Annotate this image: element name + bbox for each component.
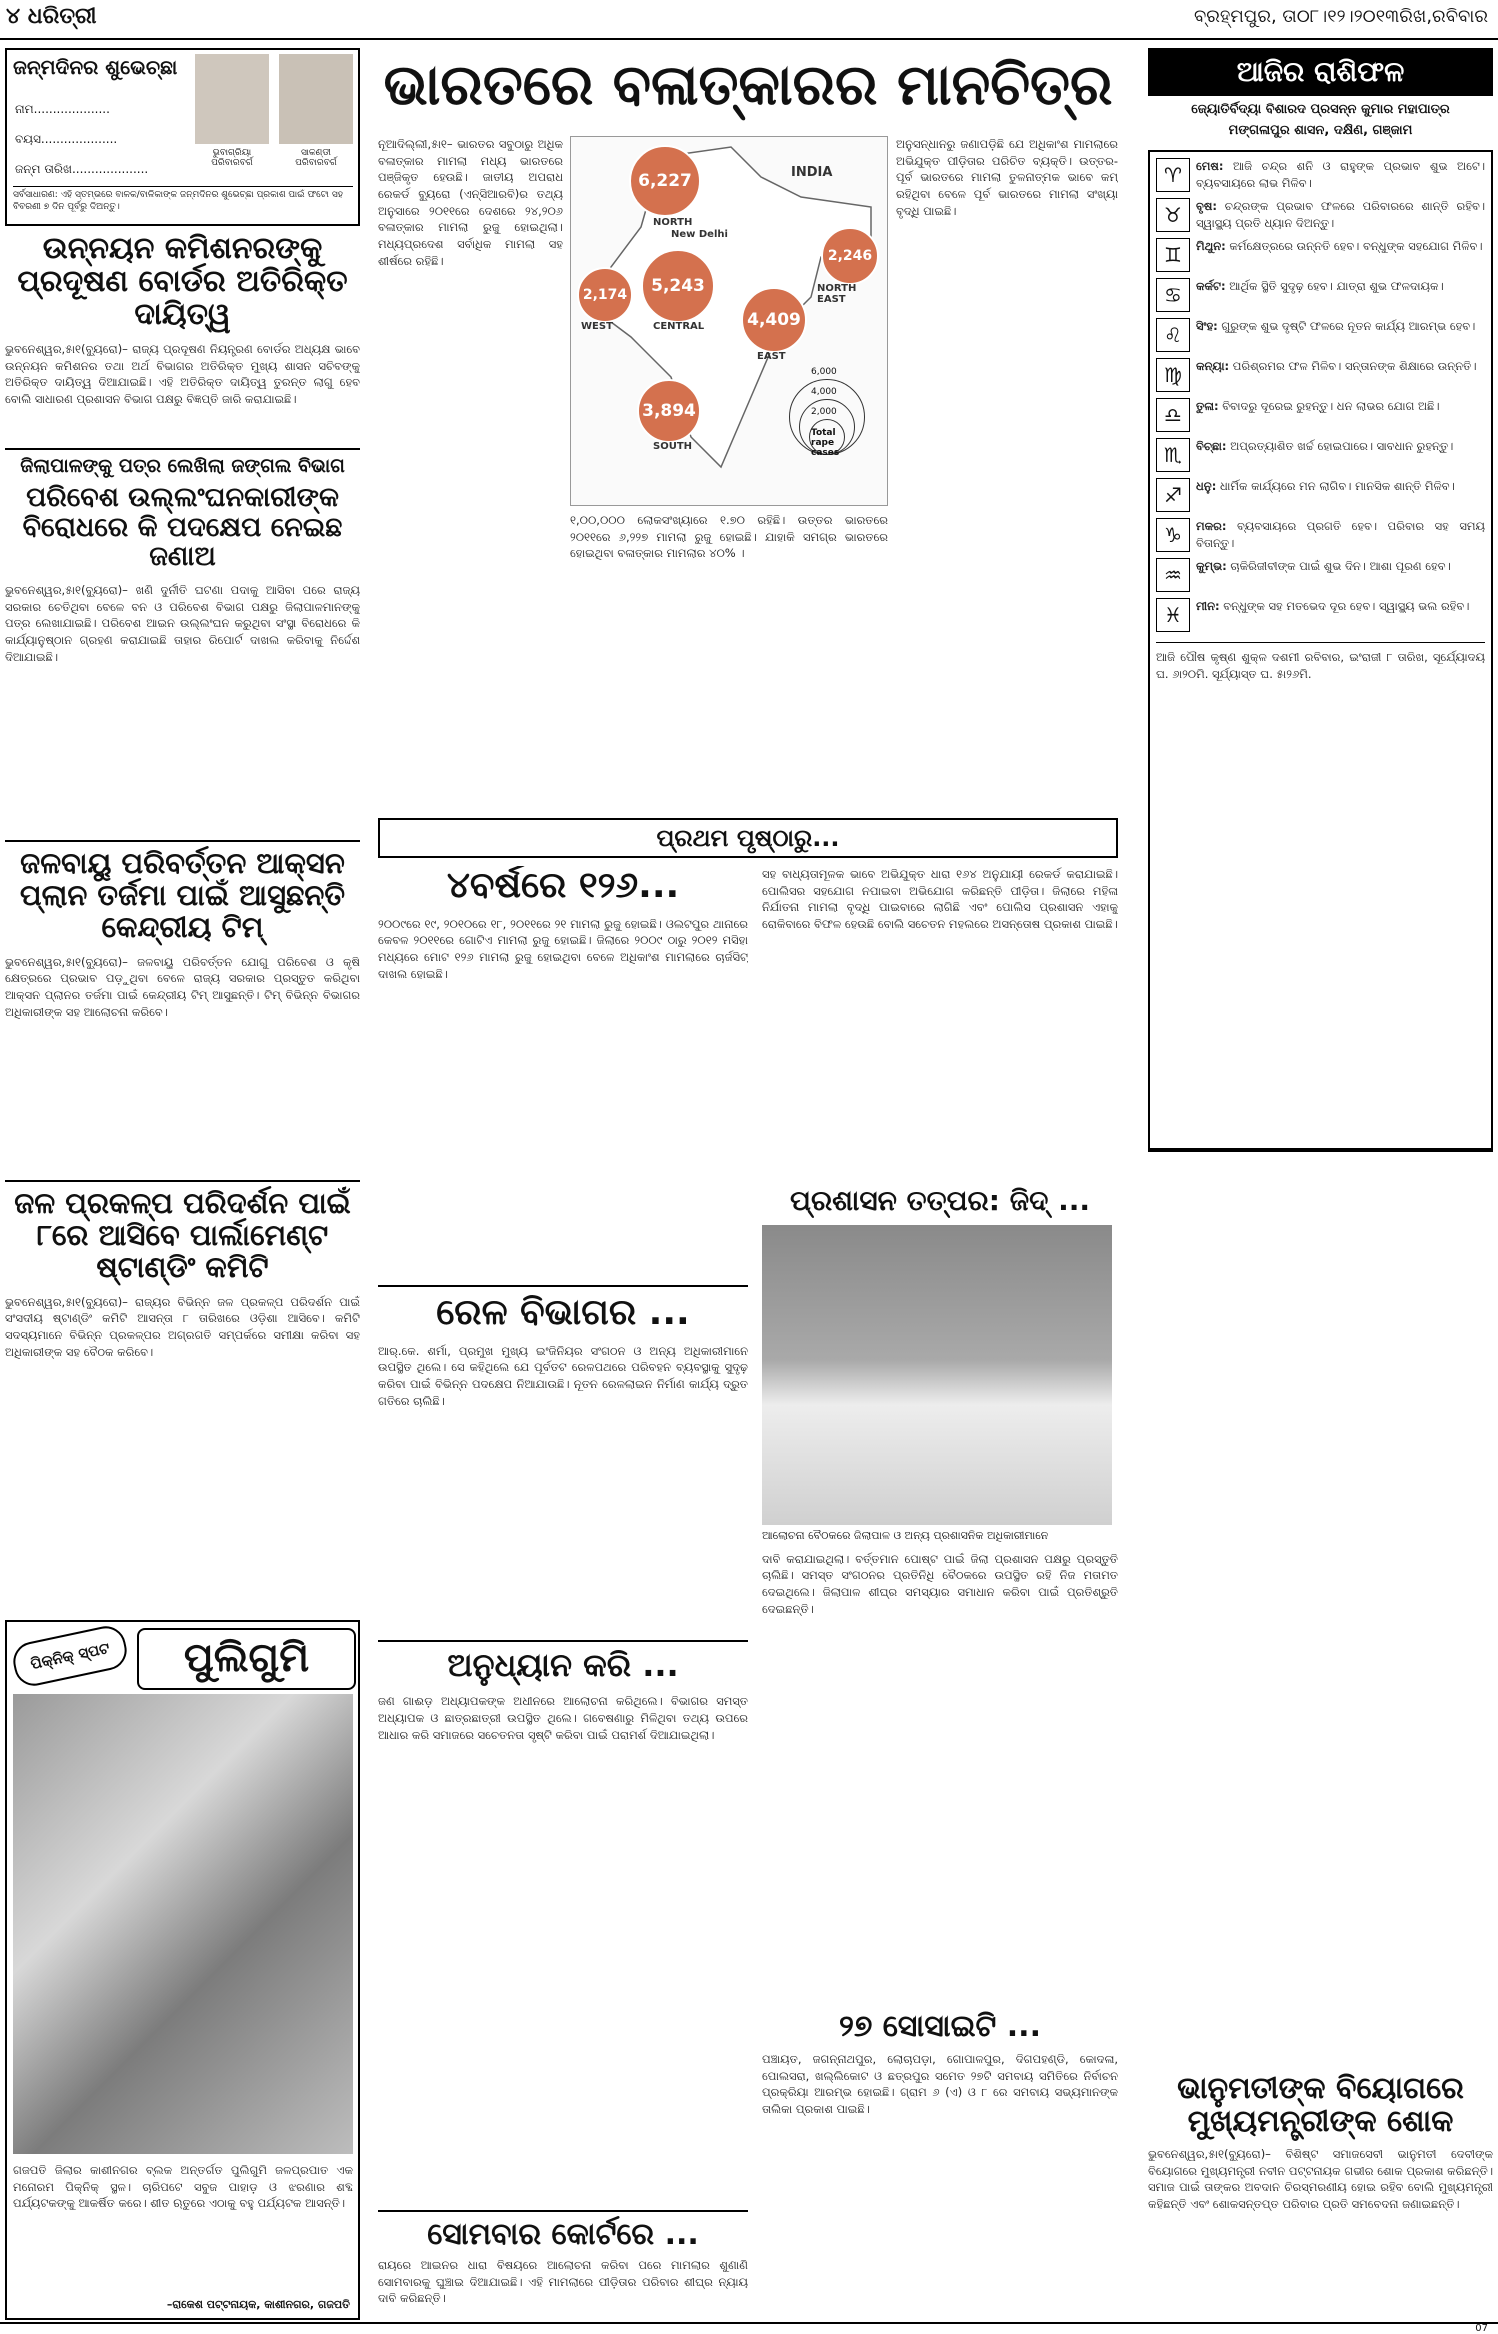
libra-text: ବିବାଦରୁ ଦୂରେଇ ରୁହନ୍ତୁ। ଧନ ଲାଭର ଯୋଗ ଅଛି। xyxy=(1222,399,1440,413)
map-title: INDIA xyxy=(791,165,833,180)
picnic-byline: –ରାକେଶ ପଟ୍ଟନାୟକ, କାଶୀନଗର, ଗଜପତି xyxy=(166,2298,350,2311)
sign-cancer xyxy=(1156,278,1485,312)
front-page-banner-text: ପ୍ରଥମ ପୃଷ୍ଠାରୁ... xyxy=(656,824,840,852)
aries-name: ମେଷ: xyxy=(1196,159,1224,173)
horoscope-address: ମଙ୍ଗଳାପୁର ଶାସନ, ଦକ୍ଷିଣ, ଗଞ୍ଜାମ xyxy=(1228,122,1413,138)
bubble-north: 6,227 xyxy=(629,145,701,217)
waterfall-photo xyxy=(13,1694,353,2154)
scorpio-icon: ♏ xyxy=(1156,438,1190,472)
rape-map xyxy=(570,136,888,506)
label-east: EAST xyxy=(757,351,786,362)
horoscope-author: ଜ୍ୟୋତିର୍ବିଦ୍ୟା ବିଶାରଦ ପ୍ରସନ୍ନ କୁମାର ମହାପାତ୍ର xyxy=(1191,102,1450,117)
virgo-name: କନ୍ୟା: xyxy=(1196,359,1230,373)
pisces-name: ମୀନ: xyxy=(1196,599,1220,613)
cancer-text: ଆର୍ଥିକ ସ୍ଥିତି ସୁଦୃଢ଼ ହେବ। ଯାତ୍ରା ଶୁଭ ଫଳଦାୟକ। xyxy=(1229,279,1444,293)
lead-body-right: ଅନୁସନ୍ଧାନରୁ ଜଣାପଡ଼ିଛି ଯେ ଅଧିକାଂଶ ମାମଲାରେ ଅଭିଯୁକ୍ତ ପୀଡ଼ିତାର ପରିଚିତ ବ୍ୟକ୍ତି। ଉତ୍ତର-ପୂର୍ବ ଭାରତରେ ମାମଲା ତୁଳନାତ୍ମକ ଭାବେ କମ୍ ରହିଥିବା ବେଳେ ପୂର୍ବ ଭାରତରେ ମାମଲା ସଂଖ୍ୟା ବୃଦ୍ଧି ପାଇଛି। xyxy=(896,137,1118,218)
story2-kicker: ଜିଲାପାଳଙ୍କୁ ପତ୍ର ଲେଖିଲା ଜଙ୍ଗଲ ବିଭାଗ xyxy=(20,455,345,477)
dob-field: ଜନ୍ମ ତାରିଖ.................... xyxy=(15,162,149,176)
horoscope-title: ଆଜିର ରାଶିଫଳ xyxy=(1148,48,1493,96)
picnic-title: ପୁଲିଗୁମି xyxy=(137,1628,356,1690)
sign-taurus xyxy=(1156,198,1485,232)
horoscope-title-box xyxy=(1148,48,1493,96)
cont6-body: ପଞ୍ଚାୟତ, ଜଗନ୍ନାଥପୁର, ଲୋଚାପଡ଼ା, ଗୋପାଳପୁର, ଦିଗପହଣ୍ଡି, କୋଦଳା, ପୋଲସରା, ଖଲ୍ଲିକୋଟ ଓ ଛତ୍ରପୁର ସମେତ ୨୭ଟି ସମବାୟ ସମିତିରେ ନିର୍ବାଚନ ପ୍ରକ୍ରିୟା ଆରମ୍ଭ ହୋଇଛି। ଗ୍ରାମ ୬ (ଏ) ଓ ୮ ରେ ସମବାୟ ସଭ୍ୟମାନଙ୍କ ତାଲିକା ପ୍ରକାଶ ପାଇଛି। xyxy=(762,2052,1118,2117)
child2-name: ସାକଣ୍ଡୀ xyxy=(300,148,331,158)
story2-headline: ପରିବେଶ ଉଲ୍ଲଂଘନକାରୀଙ୍କ ବିରୋଧରେ କି ପଦକ୍ଷେପ ନେଇଛ ଜଣାଅ xyxy=(22,481,343,573)
leo-icon: ♌ xyxy=(1156,318,1190,352)
age-field: ବୟସ.................... xyxy=(15,132,118,146)
legend-2000: 2,000 xyxy=(811,407,837,417)
pisces-icon: ♓ xyxy=(1156,598,1190,632)
sign-pisces xyxy=(1156,598,1485,632)
scorpio-name: ବିଚ୍ଛା: xyxy=(1196,439,1227,453)
story3-headline: ଜଳବାୟୁ ପରିବର୍ତ୍ତନ ଆକ୍ସନ ପ୍ଲାନ ତର୍ଜମା ପାଇଁ ଆସୁଛନ୍ତି କେନ୍ଦ୍ରୀୟ ଟିମ୍ xyxy=(19,846,346,944)
cont5-headline: ପ୍ରଶାସନ ତତ୍ପର: ଜିଦ୍ ... xyxy=(790,1186,1090,1217)
horoscope-list xyxy=(1148,150,1493,1150)
sign-aries xyxy=(1156,158,1485,192)
cont2-headline: ରେଳ ବିଭାଗର ... xyxy=(436,1292,690,1333)
cont4-body: ରାୟରେ ଆଇନର ଧାରା ବିଷୟରେ ଆଲୋଚନା କରିବା ପରେ ମାମଲାର ଶୁଣାଣି ସୋମବାରକୁ ଘୁଞ୍ଚାଇ ଦିଆଯାଇଛି। ଏହି ମାମଲାରେ ପୀଡ଼ିତାର ପରିବାର ଶୀଘ୍ର ନ୍ୟାୟ ଦାବି କରିଛନ୍ତି। xyxy=(378,2258,748,2306)
cont2-body: ଆର୍‌.କେ. ଶର୍ମା, ପ୍ରମୁଖ ମୁଖ୍ୟ ଇଂଜିନିୟର ସଂଗଠନ ଓ ଅନ୍ୟ ଅଧିକାରୀମାନେ ଉପସ୍ଥିତ ଥିଲେ। ସେ କହିଥିଲେ ଯେ ପୂର୍ବତଟ ରେଳପଥରେ ପରିବହନ ବ୍ୟବସ୍ଥାକୁ ସୁଦୃଢ଼ କରିବା ପାଇଁ ବିଭିନ୍ନ ପଦକ୍ଷେପ ନିଆଯାଉଛି। ନୂତନ ରେଳଲାଇନ ନିର୍ମାଣ କାର୍ଯ୍ୟ ଦ୍ରୁତ ଗତିରେ ଚାଲିଛି। xyxy=(378,1343,748,1408)
cont-4-years xyxy=(378,866,748,1286)
cancer-icon: ♋ xyxy=(1156,278,1190,312)
label-north: NORTH xyxy=(653,217,693,228)
cont1-body: ୨୦୦୯ରେ ୧୯, ୨୦୧୦ରେ ୧୮, ୨୦୧୧ରେ ୨୧ ମାମଲା ରୁଜୁ ହୋଇଛି। ଓଲଟପୁର ଥାନାରେ କେବଳ ୨୦୧୧ରେ ଗୋଟିଏ ମାମଲା ରୁଜୁ ହୋଇଛି। ଜିଲାରେ ୨୦୦୯ ଠାରୁ ୨୦୧୨ ମସିହା ମଧ୍ୟରେ ମୋଟ ୧୨୬ ମାମଲା ରୁଜୁ ହୋଇଥିବା ବେଳେ ଅଧିକାଂଶ ମାମଲାରେ ଚାର୍ଜସିଟ୍ ଦାଖଲ ହୋଇଛି। xyxy=(378,916,748,981)
sagittarius-text: ଧାର୍ମିକ କାର୍ଯ୍ୟରେ ମନ ଲାଗିବ। ମାନସିକ ଶାନ୍ତି ମିଳିବ। xyxy=(1219,479,1455,493)
birthday-note: ସର୍ବସାଧାରଣ: ଏହି ସ୍ତମ୍ଭରେ ବାଳକ/ବାଳିକାଙ୍କ ଜନ୍ମଦିନର ଶୁଭେଚ୍ଛା ପ୍ରକାଶ ପାଇଁ ଫଟୋ ସହ ବିବରଣୀ ୭ ଦିନ ପୂର୍ବରୁ ଦିଅନ୍ତୁ। xyxy=(13,186,353,213)
sagittarius-name: ଧନୁ: xyxy=(1196,479,1217,493)
bubble-north-east: 2,246 xyxy=(821,227,879,285)
aquarius-name: କୁମ୍ଭ: xyxy=(1196,559,1227,573)
story-cm-condolence xyxy=(1148,1150,1493,2320)
name-field: ନାମ.................... xyxy=(15,102,110,116)
aries-icon: ♈ xyxy=(1156,158,1190,192)
lead-headline-box xyxy=(378,46,1118,132)
child-photo-1 xyxy=(195,54,269,144)
front-page-banner xyxy=(378,818,1118,858)
cont-middle-body: ସହ ବାଧ୍ୟତାମୂଳକ ଭାବେ ଅଭିଯୁକ୍ତ ଧାରା ୧୬୪ ଅନୁଯାୟୀ ରେକର୍ଡ କରାଯାଇଛି। ପୋଲିସର ସହଯୋଗ ନପାଇବା ଅଭିଯୋଗ କରିଛନ୍ତି ପୀଡ଼ିତା। ଜିଲାରେ ମହିଳା ନିର୍ଯାତନା ମାମଲା ବୃଦ୍ଧି ପାଇବାରେ ଲାଗିଛି ଏବଂ ପୋଲିସ ପ୍ରଶାସନ ଏହାକୁ ରୋକିବାରେ ବିଫଳ ହେଉଛି ବୋଲି ସଚେତନ ମହଲରେ ଅସନ୍ତୋଷ ପ୍ରକାଶ ପାଇଛି। xyxy=(762,867,1118,932)
cont-admin xyxy=(762,1186,1118,1746)
legend-4000: 4,000 xyxy=(811,387,837,397)
story1-body: ଭୁବନେଶ୍ୱର,୫ା୧(ବ୍ୟୁରୋ)– ରାଜ୍ୟ ପ୍ରଦୂଷଣ ନିୟନ୍ତ୍ରଣ ବୋର୍ଡର ଅଧ୍ୟକ୍ଷ ଭାବେ ଉନ୍ନୟନ କମିଶନର ତଥା ଅର୍ଥ ବିଭାଗର ଅତିରିକ୍ତ ମୁଖ୍ୟ ଶାସନ ସଚିବଙ୍କୁ ଅତିରିକ୍ତ ଦାୟିତ୍ୱ ଦିଆଯାଇଛି। ଏହି ଅତିରିକ୍ତ ଦାୟିତ୍ୱ ତୁରନ୍ତ ଲାଗୁ ହେବ ବୋଲି ସାଧାରଣ ପ୍ରଶାସନ ବିଭାଗ ପକ୍ଷରୁ ବିଜ୍ଞପ୍ତି ଜାରି କରାଯାଇଛି। xyxy=(5,342,360,407)
child2-family: ପରିବାରବର୍ଗ xyxy=(295,158,337,168)
lead-body-bottom: ୧,୦୦,୦୦୦ ଲୋକସଂଖ୍ୟାରେ ୧.୭୦ ରହିଛି। ଉତ୍ତର ଭାରତରେ ୨୦୧୧ରେ ୬,୨୨୭ ମାମଲା ରୁଜୁ ହୋଇଛି। ଯାହାକି ସମଗ୍ର ଭାରତରେ ହୋଇଥିବା ବଳାତ୍କାର ମାମଲାର ୪୦% । xyxy=(570,513,888,561)
sign-virgo xyxy=(1156,358,1485,392)
page-number: ୪ ଧରିତ୍ରୀ xyxy=(6,4,97,29)
date-line: ବ୍ରହ୍ମପୁର, ତା୦୮।୧୨।୨୦୧୩ରିଖ,ରବିବାର xyxy=(1193,6,1488,27)
child1-name: ଭୁବାଗ୍ରିୟା xyxy=(212,148,252,158)
leo-name: ସିଂହ: xyxy=(1196,319,1218,333)
story-cm-body: ଭୁବନେଶ୍ୱର,୫ା୧(ବ୍ୟୁରୋ)– ବିଶିଷ୍ଟ ସମାଜସେବୀ ଭାନୁମତୀ ଦେବୀଙ୍କ ବିୟୋଗରେ ମୁଖ୍ୟମନ୍ତ୍ରୀ ନବୀନ ପଟ୍ଟନାୟକ ଗଭୀର ଶୋକ ପ୍ରକାଶ କରିଛନ୍ତି। ସମାଜ ପାଇଁ ତାଙ୍କର ଅବଦାନ ଚିରସ୍ମରଣୀୟ ହୋଇ ରହିବ ବୋଲି ମୁଖ୍ୟମନ୍ତ୍ରୀ କହିଛନ୍ତି ଏବଂ ଶୋକସନ୍ତପ୍ତ ପରିବାର ପ୍ରତି ସମବେଦନା ଜଣାଇଛନ୍ତି। xyxy=(1148,2147,1493,2212)
virgo-icon: ♍ xyxy=(1156,358,1190,392)
taurus-name: ବୃଷ: xyxy=(1196,199,1217,213)
lead-body-left: ନୂଆଦିଲ୍ଲୀ,୫ା୧– ଭାରତର ସବୁଠାରୁ ଅଧିକ ବଳାତ୍କାର ମାମଲା ମଧ୍ୟ ଭାରତରେ ପଞ୍ଜିକୃତ ହେଉଛି। ଜାତୀୟ ଅପରାଧ ରେକର୍ଡ ବ୍ୟୁରୋ (ଏନ୍‌ସିଆରବି)ର ତଥ୍ୟ ଅନୁସାରେ ୨୦୧୧ରେ ଦେଶରେ ୨୪,୨୦୬ ବଳାତ୍କାର ମାମଲା ରୁଜୁ ହୋଇଥିଲା। ମଧ୍ୟପ୍ରଦେଶ ସର୍ବାଧିକ ମାମଲା ସହ ଶୀର୍ଷରେ ରହିଛି। xyxy=(378,137,563,268)
cont5-body: ଦାବି କରାଯାଇଥିଲା। ବର୍ତ୍ତମାନ ପୋଷ୍ଟ ପାଇଁ ଜିଲା ପ୍ରଶାସନ ପକ୍ଷରୁ ପ୍ରସ୍ତୁତି ଚାଲିଛି। ସମସ୍ତ ସଂଗଠନର ପ୍ରତିନିଧି ବୈଠକରେ ଉପସ୍ଥିତ ରହି ନିଜ ମତାମତ ଦେଇଥିଲେ। ଜିଲାପାଳ ଶୀଘ୍ର ସମସ୍ୟାର ସମାଧାନ କରିବା ପାଇଁ ପ୍ରତିଶ୍ରୁତି ଦେଇଛନ୍ତି। xyxy=(762,1551,1118,1616)
story4-headline: ଜଳ ପ୍ରକଳ୍ପ ପରିଦର୍ଶନ ପାଇଁ ୮ରେ ଆସିବେ ପାର୍ଲାମେଣ୍ଟ ଷ୍ଟାଣ୍ଡିଂ କମିଟି xyxy=(14,1186,351,1284)
sign-scorpio xyxy=(1156,438,1485,472)
cont-monday-court xyxy=(378,2210,748,2322)
story3-body: ଭୁବନେଶ୍ୱର,୫ା୧(ବ୍ୟୁରୋ)– ଜଳବାୟୁ ପରିବର୍ତ୍ତନ ଯୋଗୁ ପରିବେଶ ଓ କୃଷି କ୍ଷେତ୍ରରେ ପ୍ରଭାବ ପଡ଼ୁଥିବା ବେଳେ ରାଜ୍ୟ ସରକାର ପ୍ରସ୍ତୁତ କରିଥିବା ଆକ୍ସନ ପ୍ଲାନର ତର୍ଜମା ପାଇଁ କେନ୍ଦ୍ରୀୟ ଟିମ୍ ଆସୁଛନ୍ତି। ଟିମ୍ ବିଭିନ୍ନ ବିଭାଗର ଅଧିକାରୀଙ୍କ ସହ ଆଲୋଚନା କରିବେ। xyxy=(5,954,360,1019)
panchang-footer: ଆଜି ପୌଷ କୃଷ୍ଣ ଶୁକ୍ଳ ଦଶମୀ ରବିବାର, ଇଂରାଜୀ ୮ ତାରିଖ, ସୂର୍ଯ୍ୟୋଦୟ ଘ. ୬ା୨୦ମି. ସୂର୍ଯ୍ୟାସ୍ତ ଘ. ୫ା୨୬ମି. xyxy=(1156,642,1485,682)
cont-study xyxy=(378,1640,748,2040)
story2-body: ଭୁବନେଶ୍ୱର,୫ା୧(ବ୍ୟୁରୋ)– ଖଣି ଦୁର୍ନୀତି ଘଟଣା ପଦାକୁ ଆସିବା ପରେ ରାଜ୍ୟ ସରକାର ଚେତିଥିବା ବେଳେ ବନ ଓ ପରିବେଶ ବିଭାଗ ପକ୍ଷରୁ ଜିଲାପାଳମାନଙ୍କୁ ପତ୍ର ଲେଖାଯାଇଛି। ପରିବେଶ ଆଇନ ଉଲ୍ଲଂଘନ କରୁଥିବା ସଂସ୍ଥା ବିରୋଧରେ କି କାର୍ଯ୍ୟାନୁଷ୍ଠାନ ଗ୍ରହଣ କରାଯାଇଛି ତାହାର ରିପୋର୍ଟ ଦାଖଲ କରିବାକୁ ନିର୍ଦ୍ଦେଶ ଦିଆଯାଇଛି। xyxy=(5,582,360,664)
birthday-title: ଜନ୍ମଦିନର ଶୁଭେଚ୍ଛା xyxy=(13,55,178,79)
cont3-body: ଜଣ ଗାଈଡ଼ ଅଧ୍ୟାପକଙ୍କ ଅଧୀନରେ ଆଲୋଚନା କରିଥିଲେ। ବିଭାଗର ସମସ୍ତ ଅଧ୍ୟାପକ ଓ ଛାତ୍ରଛାତ୍ରୀ ଉପସ୍ଥିତ ଥିଲେ। ଗବେଷଣାରୁ ମିଳିଥିବା ତଥ୍ୟ ଉପରେ ଆଧାର କରି ସମାଜରେ ସଚେତନତା ସୃଷ୍ଟି କରିବା ପାଇଁ ପରାମର୍ଶ ଦିଆଯାଇଥିଲା। xyxy=(378,1694,748,1742)
scorpio-text: ଅପ୍ରତ୍ୟାଶିତ ଖର୍ଚ୍ଚ ହୋଇପାରେ। ସାବଧାନ ରୁହନ୍ତୁ। xyxy=(1230,439,1454,453)
aquarius-icon: ♒ xyxy=(1156,558,1190,592)
masthead xyxy=(0,0,1498,40)
sagittarius-icon: ♐ xyxy=(1156,478,1190,512)
sign-sagittarius xyxy=(1156,478,1485,512)
story4-body: ଭୁବନେଶ୍ୱର,୫ା୧(ବ୍ୟୁରୋ)– ରାଜ୍ୟର ବିଭିନ୍ନ ଜଳ ପ୍ରକଳ୍ପ ପରିଦର୍ଶନ ପାଇଁ ସଂସଦୀୟ ଷ୍ଟାଣ୍ଡିଂ କମିଟି ଆସନ୍ତା ୮ ତାରିଖରେ ଓଡ଼ିଶା ଆସିବେ। କମିଟି ସଦସ୍ୟମାନେ ବିଭିନ୍ନ ପ୍ରକଳ୍ପର ଅଗ୍ରଗତି ସମ୍ପର୍କରେ ସମୀକ୍ଷା କରିବା ସହ ଅଧିକାରୀଙ୍କ ସହ ବୈଠକ କରିବେ। xyxy=(5,1294,360,1359)
label-south: SOUTH xyxy=(653,441,693,452)
bubble-central: 5,243 xyxy=(641,249,715,323)
gemini-icon: ♊ xyxy=(1156,238,1190,272)
sign-gemini xyxy=(1156,238,1485,272)
picnic-body: ଗଜପତି ଜିଲାର କାଶୀନଗର ବ୍ଲକ ଅନ୍ତର୍ଗତ ପୁଲିଗୁମି ଜଳପ୍ରପାତ ଏକ ମନୋରମ ପିକ୍‌ନିକ୍ ସ୍ଥଳ। ଚାରିପଟେ ସବୁଜ ପାହାଡ଼ ଓ ଝରଣାର ଶବ୍ଦ ପର୍ଯ୍ୟଟକଙ୍କୁ ଆକର୍ଷିତ କରେ। ଶୀତ ଋତୁରେ ଏଠାକୁ ବହୁ ପର୍ଯ୍ୟଟକ ଆସନ୍ତି। xyxy=(13,2163,353,2211)
sign-leo xyxy=(1156,318,1485,352)
gemini-text: କର୍ମକ୍ଷେତ୍ରରେ ଉନ୍ନତି ହେବ। ବନ୍ଧୁଙ୍କ ସହଯୋଗ ମିଳିବ। xyxy=(1229,239,1483,253)
label-central: CENTRAL xyxy=(653,321,705,332)
story-parliament-committee xyxy=(5,1180,360,1600)
child-photo-2 xyxy=(279,54,353,144)
label-north-east: NORTH EAST xyxy=(817,283,857,305)
taurus-icon: ♉ xyxy=(1156,198,1190,232)
capricorn-text: ବ୍ୟବସାୟରେ ପ୍ରଗତି ହେବ। ପରିବାର ସହ ସମୟ ବିତାନ୍ତୁ। xyxy=(1196,519,1485,550)
gemini-name: ମିଥୁନ: xyxy=(1196,239,1226,253)
capricorn-icon: ♑ xyxy=(1156,518,1190,552)
picnic-label: ପିକ୍‌ନିକ୍ ସ୍ପଟ xyxy=(10,1623,131,1690)
cont6-headline: ୨୭ ସୋସାଇଟି ... xyxy=(839,2010,1041,2044)
aquarius-text: ଚାକିରିଜୀବୀଙ୍କ ପାଇଁ ଶୁଭ ଦିନ। ଆଶା ପୂରଣ ହେବ। xyxy=(1230,559,1451,573)
story-cm-headline: ଭାନୁମତୀଙ୍କ ବିୟୋଗରେ ମୁଖ୍ୟମନ୍ତ୍ରୀଙ୍କ ଶୋକ xyxy=(1177,2071,1464,2139)
lead-headline: ଭାରତରେ ବଳାତ୍କାରର ମାନଚିତ୍ର xyxy=(383,53,1113,118)
pisces-text: ବନ୍ଧୁଙ୍କ ସହ ମତଭେଦ ଦୂର ହେବ। ସ୍ୱାସ୍ଥ୍ୟ ଭଲ ରହିବ। xyxy=(1223,599,1470,613)
picnic-spot-box xyxy=(5,1620,360,2320)
meeting-photo xyxy=(762,1225,1112,1525)
cont-railway xyxy=(378,1285,748,1645)
cancer-name: କର୍କଟ: xyxy=(1196,279,1226,293)
map-city: New Delhi xyxy=(671,229,728,240)
virgo-text: ପରିଶ୍ରମର ଫଳ ମିଳିବ। ସନ୍ତାନଙ୍କ ଶିକ୍ଷାରେ ଉନ୍ନତି। xyxy=(1232,359,1477,373)
libra-icon: ♎ xyxy=(1156,398,1190,432)
aries-text: ଆଜି ଚନ୍ଦ୍ର ଶନି ଓ ରାହୁଙ୍କ ପ୍ରଭାବ ଶୁଭ ଅଟେ। ବ୍ୟବସାୟରେ ଲାଭ ମିଳିବ। xyxy=(1196,159,1486,190)
cont1-headline: ୪ବର୍ଷରେ ୧୨୬... xyxy=(446,866,680,906)
photo-caption: ଆଲୋଚନା ବୈଠକରେ ଜିଲାପାଳ ଓ ଅନ୍ୟ ପ୍ରଶାସନିକ ଅଧିକାରୀମାନେ xyxy=(762,1528,1049,1542)
cont3-headline: ଅନୁଧ୍ୟାନ କରି ... xyxy=(447,1646,679,1684)
cont-27-societies xyxy=(762,2010,1118,2322)
legend-label: Total rape cases xyxy=(811,428,840,458)
map-legend xyxy=(781,367,877,477)
story1-headline: ଉନ୍ନୟନ କମିଶନରଙ୍କୁ ପ୍ରଦୂଷଣ ବୋର୍ଡର ଅତିରିକ୍ତ ଦାୟିତ୍ୱ xyxy=(17,232,348,332)
taurus-text: ଚନ୍ଦ୍ରଙ୍କ ପ୍ରଭାବ ଫଳରେ ପରିବାରରେ ଶାନ୍ତି ରହିବ। ସ୍ୱାସ୍ଥ୍ୟ ପ୍ରତି ଧ୍ୟାନ ଦିଅନ୍ତୁ। xyxy=(1196,199,1485,230)
cont4-headline: ସୋମବାର କୋର୍ଟରେ ... xyxy=(427,2217,699,2252)
page-footer xyxy=(0,2322,1498,2334)
capricorn-name: ମକର: xyxy=(1196,519,1227,533)
horoscope-byline xyxy=(1148,100,1493,146)
label-west: WEST xyxy=(581,321,613,332)
story-environment xyxy=(5,448,360,848)
footer-page-number: 07 xyxy=(1475,2323,1488,2334)
birthday-box xyxy=(5,48,360,226)
libra-name: ତୁଳା: xyxy=(1196,399,1219,413)
sign-libra xyxy=(1156,398,1485,432)
sign-aquarius xyxy=(1156,558,1485,592)
bubble-east: 4,409 xyxy=(741,287,807,353)
bubble-south: 3,894 xyxy=(637,379,701,443)
bubble-west: 2,174 xyxy=(577,267,633,323)
leo-text: ଗୁରୁଙ୍କ ଶୁଭ ଦୃଷ୍ଟି ଫଳରେ ନୂତନ କାର୍ଯ୍ୟ ଆରମ୍ଭ ହେବ। xyxy=(1221,319,1476,333)
child1-family: ପରିବାରବର୍ଗ xyxy=(211,158,253,168)
sign-capricorn xyxy=(1156,518,1485,552)
legend-6000: 6,000 xyxy=(811,367,837,377)
